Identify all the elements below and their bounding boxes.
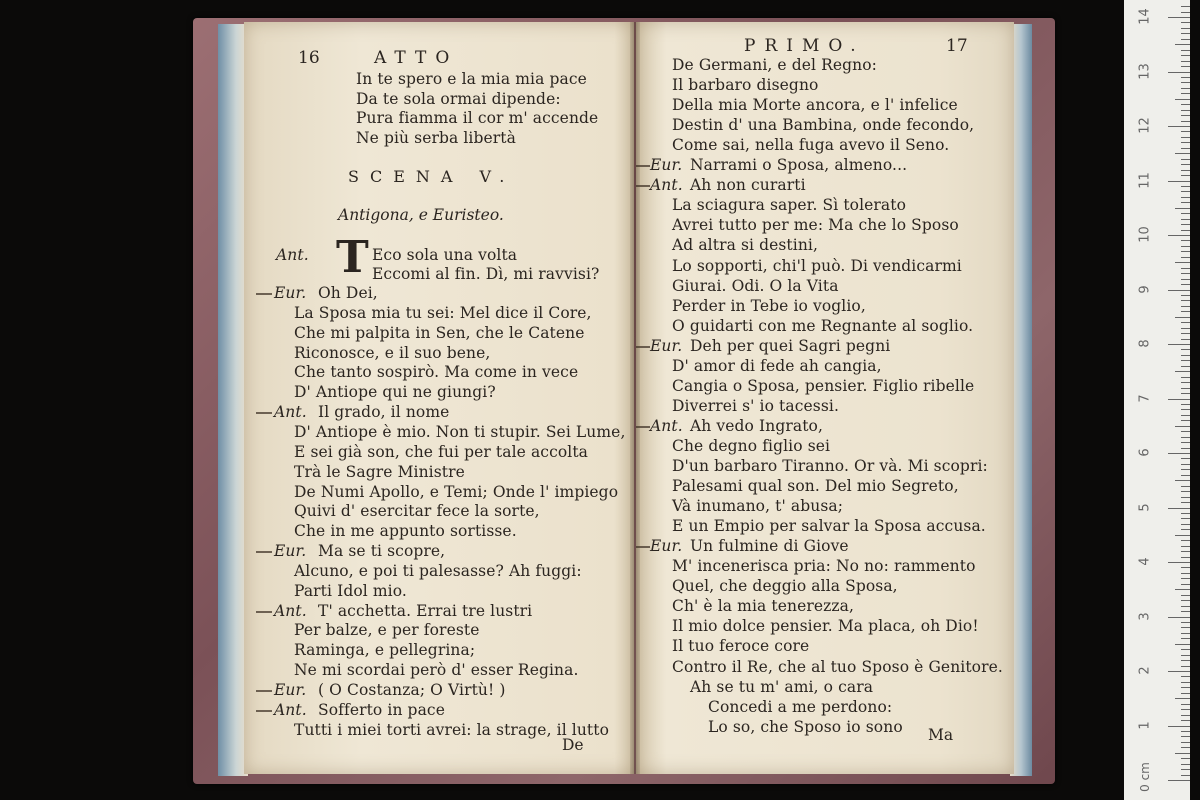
verse-line: D' Antiope qui ne giungi?: [294, 383, 496, 402]
ruler-tick: [1181, 469, 1190, 470]
left-page: [244, 22, 634, 774]
margin-mark: [256, 690, 272, 692]
ruler-tick: [1181, 404, 1190, 405]
verse-line: Della mia Morte ancora, e l' infelice: [672, 96, 958, 115]
ruler-tick: [1168, 780, 1190, 781]
speaker-label: Eur.: [650, 336, 683, 355]
verse-line: Parti Idol mio.: [294, 581, 407, 600]
ruler-tick: [1181, 638, 1190, 639]
verse-line: Lo so, che Sposo io sono: [708, 717, 903, 736]
verse-line: Ah vedo Ingrato,: [690, 416, 823, 435]
ruler-tick: [1181, 567, 1190, 568]
ruler-tick: [1181, 273, 1190, 274]
ruler-tick: [1181, 322, 1190, 323]
catchword-left: De: [562, 736, 584, 754]
ruler-number: 12: [1137, 117, 1153, 134]
ruler-tick: [1181, 246, 1190, 247]
ruler-tick: [1181, 197, 1190, 198]
verse-line: Giurai. Odi. O la Vita: [672, 276, 839, 295]
ruler-tick: [1181, 93, 1190, 94]
ruler-tick: [1181, 377, 1190, 378]
verse-line: ( O Costanza; O Virtù! ): [318, 681, 506, 699]
ruler-tick: [1181, 409, 1190, 410]
ruler-number: 2: [1137, 666, 1153, 675]
ruler-tick: [1168, 290, 1190, 291]
verse-line: Ne mi scordai però d' esser Regina.: [294, 661, 579, 680]
ruler-tick: [1181, 12, 1190, 13]
ruler-tick: [1181, 55, 1190, 56]
verse-line: Riconosce, e il suo bene,: [294, 343, 491, 362]
ruler-tick: [1181, 382, 1190, 383]
ruler-tick: [1168, 235, 1190, 236]
ruler-tick: [1181, 584, 1190, 585]
verse-line: D' Antiope è mio. Non ti stupir. Sei Lume,: [294, 422, 626, 441]
ruler-tick: [1181, 775, 1190, 776]
ruler-tick: [1181, 202, 1190, 203]
verse-line: E un Empio per salvar la Sposa accusa.: [672, 517, 986, 536]
verse-line: Per balze, e per foreste: [294, 621, 480, 640]
verse-line: Concedi a me perdono:: [708, 697, 893, 716]
speaker-label: Eur.: [650, 156, 683, 175]
ruler-tick: [1181, 627, 1190, 628]
ruler-number: 14: [1137, 8, 1153, 25]
ruler-tick: [1175, 208, 1190, 209]
ruler-tick: [1168, 72, 1190, 73]
ruler-tick: [1181, 633, 1190, 634]
ruler-tick: [1181, 600, 1190, 601]
scene-title: SCENA V.: [348, 167, 516, 186]
ruler-tick: [1181, 622, 1190, 623]
scene-persons: Antigona, e Euristeo.: [338, 206, 504, 224]
verse-line: Un fulmine di Giove: [690, 537, 849, 556]
ruler-tick: [1181, 175, 1190, 176]
page-number-right: 17: [946, 36, 968, 56]
verse-line: Che degno figlio sei: [672, 436, 831, 455]
ruler-tick: [1181, 6, 1190, 7]
ruler-tick: [1181, 230, 1190, 231]
ruler-tick: [1175, 753, 1190, 754]
ruler-tick: [1181, 513, 1190, 514]
ruler-tick: [1181, 704, 1190, 705]
margin-mark: [256, 293, 272, 295]
catchword-right: Ma: [928, 726, 954, 744]
verse-line: Il mio dolce pensier. Ma placa, oh Dio!: [672, 617, 979, 636]
ruler-number: 1: [1137, 720, 1153, 730]
ruler-tick: [1175, 644, 1190, 645]
ruler-tick: [1181, 110, 1190, 111]
ruler-tick: [1181, 22, 1190, 23]
ruler-number: 10: [1137, 226, 1153, 243]
ruler-tick: [1181, 595, 1190, 596]
ruler-tick: [1181, 715, 1190, 716]
verse-line: E sei già son, che fui per tale accolta: [294, 442, 589, 461]
ruler-tick: [1181, 611, 1190, 612]
ruler-tick: [1175, 589, 1190, 590]
speaker-label: Ant.: [650, 176, 683, 195]
verse-line: Il grado, il nome: [318, 403, 450, 422]
ruler-tick: [1181, 676, 1190, 677]
ruler-tick: [1181, 164, 1190, 165]
verse-line: Raminga, e pellegrina;: [294, 641, 476, 660]
verse-line: O guidarti con me Regnante al soglio.: [672, 316, 974, 335]
verse-line: Quivi d' esercitar fece la sorte,: [294, 502, 540, 521]
ruler-number: 8: [1137, 339, 1153, 348]
ruler-tick: [1181, 693, 1190, 694]
ruler-tick: [1181, 464, 1190, 465]
ruler-tick: [1181, 720, 1190, 721]
ruler-tick: [1181, 191, 1190, 192]
ruler-tick: [1181, 666, 1190, 667]
ruler-number: 5: [1137, 502, 1153, 512]
verse-line: Và inumano, t' abusa;: [672, 497, 844, 516]
ruler-tick: [1181, 448, 1190, 449]
ruler-tick: [1181, 660, 1190, 661]
ruler-tick: [1168, 671, 1190, 672]
ruler-tick: [1181, 219, 1190, 220]
ruler-tick: [1181, 257, 1190, 258]
ruler-tick: [1168, 126, 1190, 127]
ruler-tick: [1181, 213, 1190, 214]
verse-line: La Sposa mia tu sei: Mel dice il Core,: [294, 303, 592, 322]
verse-line: Ah se tu m' ami, o cara: [690, 677, 874, 696]
ruler-tick: [1181, 442, 1190, 443]
ruler-tick: [1181, 28, 1190, 29]
ruler-tick: [1181, 578, 1190, 579]
ruler-tick: [1181, 502, 1190, 503]
verse-line: Tutti i miei torti avrei: la strage, il lutto: [294, 720, 610, 739]
ruler-tick: [1181, 431, 1190, 432]
ruler-tick: [1181, 573, 1190, 574]
ruler-tick: [1181, 388, 1190, 389]
ruler-tick: [1181, 311, 1190, 312]
ruler-number: 13: [1137, 62, 1153, 80]
ruler-tick: [1181, 709, 1190, 710]
ruler-tick: [1175, 480, 1190, 481]
ruler-tick: [1181, 148, 1190, 149]
ruler-tick: [1181, 606, 1190, 607]
ruler-tick: [1181, 251, 1190, 252]
verse-line: Come sai, nella fuga avevo il Seno.: [672, 136, 950, 155]
ruler-tick: [1168, 562, 1190, 563]
speaker-label: Ant.: [274, 403, 307, 422]
ruler-tick: [1181, 295, 1190, 296]
ruler-tick: [1181, 33, 1190, 34]
verse-line: Eco sola una volta: [372, 246, 518, 264]
ruler-tick: [1168, 344, 1190, 345]
ruler-tick: [1168, 453, 1190, 454]
ruler-tick: [1181, 306, 1190, 307]
ruler-tick: [1181, 349, 1190, 350]
ruler-tick: [1175, 99, 1190, 100]
ruler-number: 11: [1137, 171, 1153, 189]
verse-line: Contro il Re, che al tuo Sposo è Genitore.: [672, 657, 1003, 676]
ruler-number: 3: [1137, 611, 1153, 621]
ruler-tick: [1181, 540, 1190, 541]
ruler-tick: [1168, 181, 1190, 182]
ruler-tick: [1181, 170, 1190, 171]
ruler-tick: [1168, 399, 1190, 400]
ruler-tick: [1181, 529, 1190, 530]
ruler-unit: 0 cm: [1137, 762, 1152, 792]
ruler-tick: [1181, 415, 1190, 416]
ruler-tick: [1181, 333, 1190, 334]
ruler-tick: [1181, 736, 1190, 737]
verse-line: Ch' è la mia tenerezza,: [672, 597, 855, 616]
right-page: [636, 22, 1014, 774]
running-head-left: ATTO: [374, 48, 459, 68]
ruler-tick: [1175, 317, 1190, 318]
ruler-tick: [1181, 142, 1190, 143]
speaker-label: Ant.: [274, 601, 307, 620]
ruler-tick: [1175, 153, 1190, 154]
ruler-number: 7: [1137, 393, 1153, 403]
ruler-tick: [1181, 355, 1190, 356]
ruler-tick: [1181, 524, 1190, 525]
ruler-tick: [1181, 655, 1190, 656]
verse-line: Avrei tutto per me: Ma che lo Sposo: [672, 216, 959, 235]
ruler-tick: [1181, 420, 1190, 421]
speaker-label: Eur.: [274, 542, 307, 561]
ruler-tick: [1181, 224, 1190, 225]
ruler-tick: [1181, 747, 1190, 748]
ruler-tick: [1181, 268, 1190, 269]
ruler-tick: [1168, 17, 1190, 18]
ruler-tick: [1175, 371, 1190, 372]
verse-line: D'un barbaro Tiranno. Or và. Mi scopri:: [672, 457, 988, 475]
verse-line: Ma se ti scopre,: [318, 542, 446, 561]
ruler-tick: [1181, 557, 1190, 558]
ruler-number: 4: [1137, 557, 1153, 566]
ruler-tick: [1181, 131, 1190, 132]
verse-line: Lo sopporti, chi'l può. Di vendicarmi: [672, 256, 962, 275]
ruler-tick: [1181, 731, 1190, 732]
ruler-tick: [1181, 687, 1190, 688]
ruler-tick: [1181, 393, 1190, 394]
verse-line: Quel, che deggio alla Sposa,: [672, 577, 898, 596]
verse-line: Trà le Sagre Ministre: [294, 462, 465, 481]
verse-line: La sciagura saper. Sì tolerato: [672, 196, 907, 215]
ruler-tick: [1175, 44, 1190, 45]
verse-line: Il tuo feroce core: [672, 637, 810, 656]
margin-mark: [256, 710, 272, 712]
ruler-tick: [1181, 475, 1190, 476]
verse-line: Perder in Tebe io voglio,: [672, 296, 866, 315]
verse-line: Narrami o Sposa, almeno...: [690, 156, 908, 175]
ruler-tick: [1181, 366, 1190, 367]
ruler-tick: [1181, 82, 1190, 83]
ruler-tick: [1181, 115, 1190, 116]
ruler-tick: [1168, 508, 1190, 509]
verse-line: Pura fiamma il cor m' accende: [356, 109, 599, 127]
verse-line: Destin d' una Bambina, onde fecondo,: [672, 116, 975, 135]
ruler-tick: [1181, 186, 1190, 187]
speaker-label: Eur.: [650, 537, 683, 556]
verse-line: Il barbaro disegno: [672, 76, 819, 95]
verse-line: Che mi palpita in Sen, che le Catene: [294, 323, 585, 342]
speaker-label: Eur.: [274, 284, 307, 302]
verse-line: Eccomi al fin. Dì, mi ravvisi?: [372, 265, 600, 283]
verse-line: De Germani, e del Regno:: [672, 56, 878, 74]
verse-line: Palesami qual son. Del mio Segreto,: [672, 477, 959, 496]
margin-mark: [256, 551, 272, 553]
ruler-tick: [1181, 649, 1190, 650]
speaker-label: Ant.: [650, 416, 683, 435]
drop-cap: T: [336, 232, 369, 283]
ruler-tick: [1181, 240, 1190, 241]
ruler-tick: [1181, 764, 1190, 765]
ruler-tick: [1181, 769, 1190, 770]
ruler-tick: [1181, 518, 1190, 519]
ruler-tick: [1168, 726, 1190, 727]
ruler-tick: [1181, 77, 1190, 78]
book-gutter: [630, 22, 640, 774]
verse-line: T' acchetta. Errai tre lustri: [318, 601, 533, 620]
ruler-tick: [1181, 758, 1190, 759]
verse-line: Sofferto in pace: [318, 700, 445, 719]
verse-line: Ad altra si destini,: [672, 236, 818, 255]
ruler-tick: [1181, 742, 1190, 743]
ruler-tick: [1181, 284, 1190, 285]
verse-line: Diverrei s' io tacessi.: [672, 396, 839, 415]
ruler-tick: [1181, 39, 1190, 40]
ruler-tick: [1181, 121, 1190, 122]
ruler-tick: [1181, 328, 1190, 329]
ruler-tick: [1181, 279, 1190, 280]
page-number-left: 16: [298, 48, 320, 68]
ruler-tick: [1175, 426, 1190, 427]
ruler-tick: [1181, 104, 1190, 105]
measuring-ruler: [1124, 0, 1190, 800]
verse-line: Oh Dei,: [318, 284, 378, 302]
verse-line: Che tanto sospirò. Ma come in vece: [294, 363, 579, 382]
ruler-tick: [1175, 535, 1190, 536]
ruler-tick: [1181, 491, 1190, 492]
ruler-tick: [1181, 159, 1190, 160]
verse-line: Alcuno, e poi ti palesasse? Ah fuggi:: [294, 561, 582, 580]
verse-line: Cangia o Sposa, pensier. Figlio ribelle: [672, 376, 975, 395]
ruler-tick: [1181, 437, 1190, 438]
running-head-right: PRIMO.: [744, 36, 865, 56]
verse-line: Ah non curarti: [690, 176, 806, 195]
ruler-tick: [1181, 137, 1190, 138]
speaker-label: Ant.: [276, 246, 309, 264]
ruler-tick: [1181, 682, 1190, 683]
verse-line: Ne più serba libertà: [356, 128, 516, 147]
ruler-tick: [1175, 262, 1190, 263]
ruler-tick: [1168, 617, 1190, 618]
margin-mark: [256, 611, 272, 613]
ruler-tick: [1181, 546, 1190, 547]
ruler-number: 6: [1137, 448, 1153, 457]
ruler-tick: [1181, 458, 1190, 459]
ruler-tick: [1181, 300, 1190, 301]
verse-line: Deh per quei Sagri pegni: [690, 336, 891, 355]
speaker-label: Eur.: [274, 681, 307, 699]
verse-line: Da te sola ormai dipende:: [356, 89, 561, 108]
ruler-tick: [1181, 50, 1190, 51]
ruler-tick: [1181, 486, 1190, 487]
ruler-tick: [1181, 61, 1190, 62]
speaker-label: Ant.: [274, 700, 307, 719]
ruler-tick: [1175, 698, 1190, 699]
verse-line: M' incenerisca pria: No no: rammento: [672, 557, 976, 576]
verse-line: De Numi Apollo, e Temi; Onde l' impiego: [294, 482, 619, 501]
ruler-number: 9: [1137, 284, 1153, 294]
ruler-tick: [1181, 360, 1190, 361]
verse-line: Che in me appunto sortisse.: [294, 522, 517, 541]
margin-mark: [256, 412, 272, 414]
ruler-tick: [1181, 339, 1190, 340]
ruler-tick: [1181, 88, 1190, 89]
ruler-tick: [1181, 551, 1190, 552]
ruler-tick: [1181, 66, 1190, 67]
ruler-tick: [1181, 497, 1190, 498]
verse-line: In te spero e la mia mia pace: [356, 70, 587, 88]
verse-line: D' amor di fede ah cangia,: [672, 356, 882, 375]
